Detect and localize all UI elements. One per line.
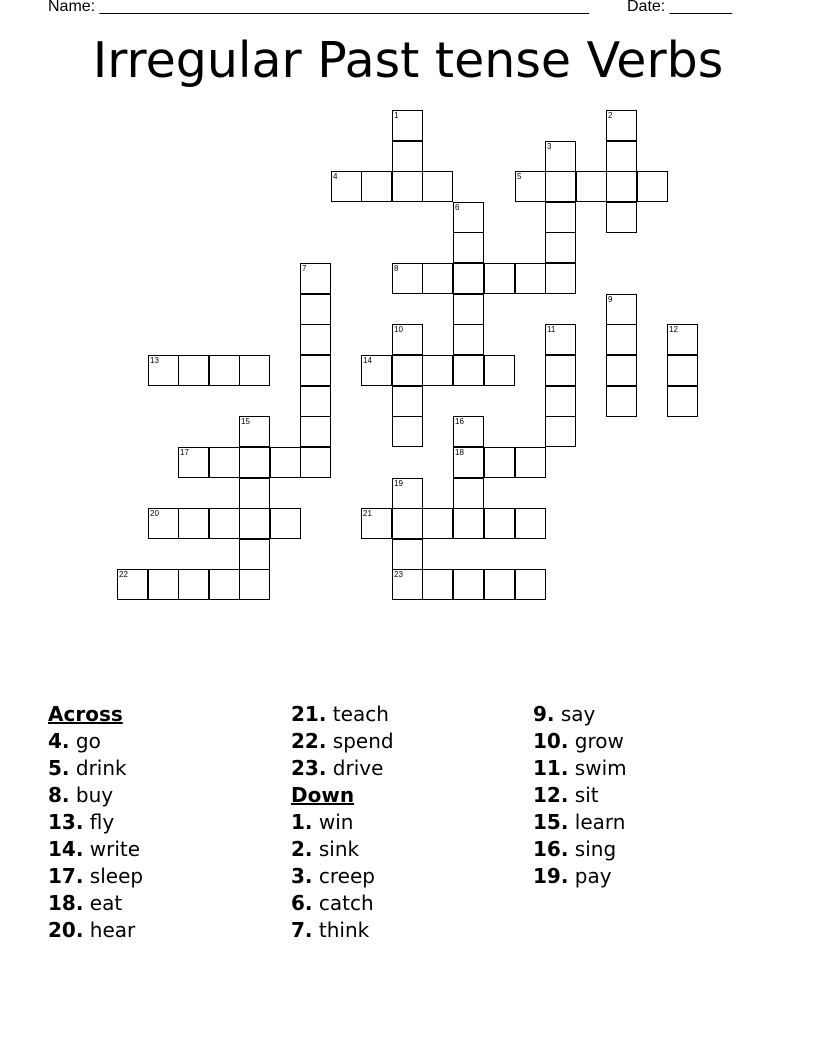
grid-cell[interactable]	[606, 202, 637, 233]
clue-item-text: creep	[312, 864, 375, 888]
clue-number: 3	[547, 142, 552, 151]
clue-item-number: 1.	[291, 810, 313, 834]
clue-item	[291, 755, 521, 782]
clue-item-text: drink	[69, 756, 127, 780]
clue-item-number: 2.	[291, 837, 313, 861]
grid-cell[interactable]	[300, 386, 331, 417]
grid-cell[interactable]	[239, 508, 270, 539]
grid-cell[interactable]	[545, 141, 576, 172]
clue-item	[291, 917, 521, 944]
grid-cell[interactable]	[606, 386, 637, 417]
grid-cell[interactable]	[178, 447, 209, 478]
clue-item	[291, 809, 521, 836]
clue-item	[48, 917, 278, 944]
grid-cell[interactable]	[209, 569, 240, 600]
page-title: Irregular Past tense Verbs	[92, 32, 724, 89]
date-field-label: Date: _______	[627, 0, 732, 15]
clue-item-text: fly	[83, 810, 115, 834]
grid-cell[interactable]	[300, 324, 331, 355]
grid-cell[interactable]	[392, 478, 423, 509]
clue-item	[291, 863, 521, 890]
clue-number: 21	[363, 509, 372, 518]
grid-cell[interactable]	[453, 478, 484, 509]
grid-cell[interactable]	[484, 569, 515, 600]
clue-item-text: swim	[568, 756, 627, 780]
grid-cell[interactable]	[453, 355, 484, 386]
clue-item	[291, 836, 521, 863]
clue-number: 17	[180, 448, 189, 457]
clue-item-text: sing	[568, 837, 617, 861]
clue-item	[533, 701, 763, 728]
grid-cell[interactable]	[453, 263, 484, 294]
grid-cell[interactable]	[606, 141, 637, 172]
grid-cell[interactable]	[667, 324, 698, 355]
grid-cell[interactable]	[606, 294, 637, 325]
clue-item-text: win	[312, 810, 354, 834]
clue-item-number: 13.	[48, 810, 84, 834]
clue-item-number: 16.	[533, 837, 569, 861]
clue-item	[291, 890, 521, 917]
clue-column-3	[533, 701, 763, 890]
grid-cell[interactable]	[392, 539, 423, 570]
grid-cell[interactable]	[545, 202, 576, 233]
clue-number: 12	[669, 325, 678, 334]
grid-cell[interactable]	[515, 569, 546, 600]
clue-item-text: sit	[568, 783, 599, 807]
clue-item-text: hear	[83, 918, 136, 942]
clue-item-number: 23.	[291, 756, 327, 780]
grid-cell[interactable]	[422, 355, 453, 386]
grid-cell[interactable]	[392, 386, 423, 417]
clue-item-text: eat	[83, 891, 123, 915]
grid-cell[interactable]	[392, 324, 423, 355]
grid-cell[interactable]	[392, 416, 423, 447]
clue-item-text: pay	[568, 864, 612, 888]
clue-item-text: say	[554, 702, 596, 726]
clue-item-number: 6.	[291, 891, 313, 915]
clue-item	[291, 728, 521, 755]
grid-cell[interactable]	[209, 355, 240, 386]
clue-item	[533, 836, 763, 863]
clue-number: 4	[333, 172, 338, 181]
clue-number: 2	[608, 111, 613, 120]
grid-cell[interactable]	[239, 416, 270, 447]
grid-cell[interactable]	[515, 171, 546, 202]
clue-item-text: drive	[326, 756, 384, 780]
grid-cell[interactable]	[239, 355, 270, 386]
clue-item	[48, 809, 278, 836]
clue-item	[48, 728, 278, 755]
clue-item-text: teach	[326, 702, 389, 726]
clue-number: 1	[394, 111, 399, 120]
clue-item	[533, 782, 763, 809]
clue-item-number: 11.	[533, 756, 569, 780]
clue-item-number: 8.	[48, 783, 70, 807]
grid-cell[interactable]	[484, 508, 515, 539]
clue-item-number: 12.	[533, 783, 569, 807]
grid-cell[interactable]	[392, 508, 423, 539]
clue-item-number: 20.	[48, 918, 84, 942]
grid-cell[interactable]	[361, 171, 392, 202]
clue-item-text: buy	[69, 783, 114, 807]
name-field-label: Name: _______________________________________________________	[48, 0, 589, 15]
clue-number: 19	[394, 479, 403, 488]
clue-item-number: 15.	[533, 810, 569, 834]
clue-item-number: 10.	[533, 729, 569, 753]
grid-cell[interactable]	[148, 355, 179, 386]
grid-cell[interactable]	[545, 416, 576, 447]
grid-cell[interactable]	[453, 232, 484, 263]
grid-cell[interactable]	[178, 355, 209, 386]
grid-cell[interactable]	[392, 355, 423, 386]
grid-cell[interactable]	[545, 355, 576, 386]
grid-cell[interactable]	[637, 171, 668, 202]
grid-cell[interactable]	[422, 569, 453, 600]
grid-cell[interactable]	[515, 508, 546, 539]
grid-cell[interactable]	[178, 569, 209, 600]
grid-cell[interactable]	[422, 171, 453, 202]
grid-cell[interactable]	[606, 171, 637, 202]
clue-item	[533, 755, 763, 782]
clue-item-text: sleep	[83, 864, 144, 888]
clue-item-number: 18.	[48, 891, 84, 915]
grid-cell[interactable]	[148, 569, 179, 600]
clue-item	[48, 863, 278, 890]
clue-number: 9	[608, 295, 613, 304]
clue-number: 18	[455, 448, 464, 457]
grid-cell[interactable]	[361, 508, 392, 539]
grid-cell[interactable]	[515, 447, 546, 478]
clue-item-number: 9.	[533, 702, 555, 726]
grid-cell[interactable]	[667, 386, 698, 417]
clue-number: 20	[150, 509, 159, 518]
grid-cell[interactable]	[148, 508, 179, 539]
grid-cell[interactable]	[178, 508, 209, 539]
clue-item	[48, 890, 278, 917]
grid-cell[interactable]	[300, 447, 331, 478]
clue-item	[291, 701, 521, 728]
grid-cell[interactable]	[453, 294, 484, 325]
grid-cell[interactable]	[300, 263, 331, 294]
grid-cell[interactable]	[300, 416, 331, 447]
grid-cell[interactable]	[545, 324, 576, 355]
clue-item-text: learn	[568, 810, 626, 834]
grid-cell[interactable]	[209, 447, 240, 478]
clue-number: 22	[119, 570, 128, 579]
clue-item	[533, 863, 763, 890]
clue-item-number: 17.	[48, 864, 84, 888]
clue-number: 16	[455, 417, 464, 426]
grid-cell[interactable]	[545, 171, 576, 202]
clue-item-text: grow	[568, 729, 624, 753]
grid-cell[interactable]	[453, 447, 484, 478]
grid-cell[interactable]	[361, 355, 392, 386]
grid-cell[interactable]	[453, 569, 484, 600]
grid-cell[interactable]	[270, 508, 301, 539]
clue-number: 15	[241, 417, 250, 426]
grid-cell[interactable]	[239, 447, 270, 478]
grid-cell[interactable]	[453, 416, 484, 447]
clue-item-text: write	[83, 837, 141, 861]
clue-item	[533, 809, 763, 836]
grid-cell[interactable]	[392, 141, 423, 172]
grid-cell[interactable]	[484, 263, 515, 294]
grid-cell[interactable]	[606, 324, 637, 355]
clue-item-number: 5.	[48, 756, 70, 780]
grid-cell[interactable]	[606, 110, 637, 141]
grid-cell[interactable]	[453, 324, 484, 355]
clue-item-text: catch	[312, 891, 374, 915]
clue-column-1	[48, 701, 278, 944]
clue-item-text: sink	[312, 837, 360, 861]
grid-cell[interactable]	[545, 386, 576, 417]
grid-cell[interactable]	[667, 355, 698, 386]
clue-item-number: 3.	[291, 864, 313, 888]
clue-number: 10	[394, 325, 403, 334]
clue-number: 14	[363, 356, 372, 365]
grid-cell[interactable]	[239, 539, 270, 570]
grid-cell[interactable]	[453, 508, 484, 539]
grid-cell[interactable]	[270, 447, 301, 478]
grid-cell[interactable]	[422, 263, 453, 294]
clue-number: 23	[394, 570, 403, 579]
clue-item-text: go	[69, 729, 101, 753]
grid-cell[interactable]	[300, 294, 331, 325]
clue-item-number: 19.	[533, 864, 569, 888]
grid-cell[interactable]	[576, 171, 607, 202]
grid-cell[interactable]	[239, 569, 270, 600]
clue-item-number: 22.	[291, 729, 327, 753]
clue-column-2	[291, 701, 521, 944]
grid-cell[interactable]	[484, 355, 515, 386]
clue-number: 6	[455, 203, 460, 212]
grid-cell[interactable]	[392, 171, 423, 202]
clue-item	[48, 836, 278, 863]
clue-item-number: 21.	[291, 702, 327, 726]
grid-cell[interactable]	[392, 110, 423, 141]
grid-cell[interactable]	[484, 447, 515, 478]
grid-cell[interactable]	[300, 355, 331, 386]
grid-cell[interactable]	[453, 202, 484, 233]
down-heading: Down	[291, 783, 355, 807]
clue-number: 11	[547, 325, 556, 334]
clue-item	[48, 755, 278, 782]
clue-number: 5	[517, 172, 522, 181]
clue-item-text: spend	[326, 729, 394, 753]
grid-cell[interactable]	[545, 232, 576, 263]
across-heading: Across	[48, 702, 123, 726]
clue-item-number: 14.	[48, 837, 84, 861]
grid-cell[interactable]	[606, 355, 637, 386]
clue-item	[48, 782, 278, 809]
clue-number: 7	[302, 264, 307, 273]
grid-cell[interactable]	[117, 569, 148, 600]
grid-cell[interactable]	[392, 263, 423, 294]
grid-cell[interactable]	[392, 569, 423, 600]
grid-cell[interactable]	[239, 478, 270, 509]
clue-number: 8	[394, 264, 399, 273]
clue-item-text: think	[312, 918, 370, 942]
grid-cell[interactable]	[209, 508, 240, 539]
grid-cell[interactable]	[331, 171, 362, 202]
clue-number: 13	[150, 356, 159, 365]
grid-cell[interactable]	[545, 263, 576, 294]
grid-cell[interactable]	[515, 263, 546, 294]
clue-item	[533, 728, 763, 755]
clue-item-number: 7.	[291, 918, 313, 942]
grid-cell[interactable]	[422, 508, 453, 539]
clue-item-number: 4.	[48, 729, 70, 753]
